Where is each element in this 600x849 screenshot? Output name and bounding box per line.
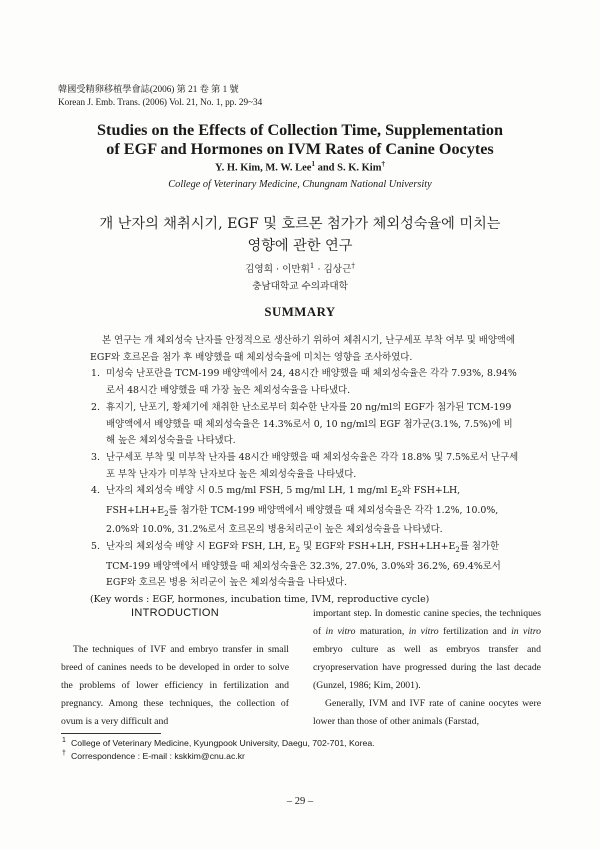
summary-heading: SUMMARY bbox=[264, 305, 336, 319]
author-names-2: and S. K. Kim bbox=[314, 162, 382, 174]
korean-names-a: 김영희 · 이만휘 bbox=[245, 264, 310, 276]
paper-title bbox=[0, 121, 600, 159]
text-run: embryo culture as well as embryos transfer and cryopreservation have progressed during the last decade (Gunzel, 1986; Kim, 2001). bbox=[313, 644, 541, 691]
left-column bbox=[61, 641, 289, 731]
subscript: 2 bbox=[164, 509, 169, 518]
footnote-divider bbox=[61, 733, 161, 734]
korean-title bbox=[0, 213, 600, 257]
summary-item-text: 난구세포 부착 및 미부착 난자를 48시간 배양했을 때 체외성숙율은 각각 18.8% 및 7.5%로서 난구세포 부착 난자가 미부착 난자보다 높은 체외성숙율을 나타냈다. bbox=[106, 451, 519, 480]
journal-header bbox=[58, 83, 262, 109]
summary-intro: 본 연구는 개 체외성숙 난자를 안정적으로 생산하기 위하여 체취시기, 난구세포 부착 여부 및 배양액에 EGF와 호르몬을 첨가 후 배양했을 때 체외성숙율에 미치는 영향을 조사하였다. bbox=[90, 335, 516, 363]
korean-affiliation: 충남대학교 수의과대학 bbox=[252, 281, 348, 293]
text-run: fertilization and bbox=[438, 626, 512, 637]
text-run: important step. In domestic canine species, the techniques of bbox=[313, 608, 541, 637]
summary-item-text-c: 를 첨가한 TCM-199 배양액에서 배양했을 때 체외성숙율은 각각 1.2%, 10.0%, 2.0%와 10.0%, 31.2%로서 호르몬의 병용처리군이 높은 체외성숙율을 나타냈다. bbox=[106, 504, 499, 536]
korean-mark-2: † bbox=[351, 262, 355, 270]
footnote-text: Correspondence : E-mail : kskkim@cnu.ac.kr bbox=[71, 751, 245, 761]
intro-paragraph-2 bbox=[313, 605, 541, 695]
summary-item-number: 3. bbox=[91, 451, 100, 463]
author-names-1: Y. H. Kim, M. W. Lee bbox=[215, 162, 312, 174]
author-mark-1: 1 bbox=[311, 160, 315, 168]
subscript: 2 bbox=[397, 490, 402, 499]
summary-item-1 bbox=[90, 366, 520, 399]
author-mark-2: † bbox=[381, 160, 385, 168]
summary-item-text-a: 난자의 체외성숙 배양 시 EGF와 FSH, LH, E bbox=[106, 541, 296, 553]
introduction-heading: INTRODUCTION bbox=[131, 607, 219, 619]
italic-term: in vitro bbox=[408, 626, 439, 637]
summary-item-3 bbox=[90, 450, 520, 483]
affiliation: College of Veterinary Medicine, Chungnam National University bbox=[168, 179, 432, 190]
italic-term: in vitro bbox=[511, 626, 541, 637]
intro-paragraph-3: Generally, IVM and IVF rate of canine oocytes were lower than those of other animals (Farstad, bbox=[313, 698, 541, 727]
page-number: ‒ 29 ‒ bbox=[286, 796, 314, 807]
footnote-text: College of Veterinary Medicine, Kyungpook University, Daegu, 702-701, Korea. bbox=[71, 738, 375, 748]
korean-title-line-2: 영향에 관한 연구 bbox=[247, 238, 353, 254]
summary-item-text-a: 난자의 체외성숙 배양 시 0.5 mg/ml FSH, 5 mg/ml LH, 1 mg/ml E bbox=[106, 485, 398, 497]
keywords: (Key words : EGF, hormones, incubation time, IVM, reproductive cycle) bbox=[90, 594, 430, 606]
summary-item-number: 4. bbox=[91, 485, 100, 497]
footnote-1 bbox=[61, 737, 375, 750]
journal-citation-english: Korean J. Emb. Trans. (2006) Vol. 21, No. 1, pp. 29~34 bbox=[58, 97, 263, 107]
text-run: maturation, bbox=[355, 626, 409, 637]
korean-author-line bbox=[0, 258, 600, 278]
right-column bbox=[313, 605, 541, 731]
intro-paragraph-1: The techniques of IVF and embryo transfer in small breed of canines needs to be developed in order to solve the problems of lower efficiency in fertilization and pregnancy. Among these techniques, the collection of ovum is a very difficult and bbox=[61, 644, 289, 727]
summary-item-number: 1. bbox=[91, 368, 100, 380]
summary-item-text-c: 를 첨가한 TCM-199 배양액에서 배양했을 때 체외성숙율은 32.3%, 27.0%, 3.0%와 36.2%, 69.4%로서 EGF와 호르몬 병용 처리군이 높은 체외성숙율을 나타냈다. bbox=[106, 541, 501, 589]
korean-names-b: · 김상근 bbox=[314, 264, 352, 276]
summary-item-number: 5. bbox=[91, 541, 100, 553]
summary-item-text: 미성숙 난포란을 TCM-199 배양액에서 24, 48시간 배양했을 때 체외성숙율은 각각 7.93%, 8.94%로서 48시간 배양했을 때 가장 높은 체외성숙율을 나타냈다. bbox=[106, 368, 517, 397]
title-line-2: of EGF and Hormones on IVM Rates of Canine Oocytes bbox=[106, 140, 494, 158]
author-list bbox=[0, 160, 600, 174]
korean-mark-1: 1 bbox=[309, 262, 315, 270]
summary-item-5 bbox=[90, 539, 520, 592]
summary-item-2 bbox=[90, 400, 520, 450]
summary-body bbox=[90, 333, 520, 609]
subscript: 2 bbox=[295, 546, 301, 555]
footnote-mark: † bbox=[62, 750, 66, 757]
korean-title-line-1: 개 난자의 채취시기, EGF 및 호르몬 첨가가 체외성숙율에 미치는 bbox=[99, 216, 501, 232]
korean-authors bbox=[0, 258, 600, 295]
footnote-2 bbox=[61, 750, 375, 763]
summary-item-number: 2. bbox=[91, 401, 100, 413]
subscript: 2 bbox=[455, 546, 460, 555]
summary-item-4 bbox=[90, 483, 520, 539]
summary-item-text: 휴지기, 난포기, 황체기에 채취한 난소로부터 회수한 난자를 20 ng/ml의 EGF가 첨가된 TCM-199 배양액에서 배양했을 때 체외성숙율은 14.3%로서 0, 10 ng/ml의 EGF 첨가군(3.1%, 7.5%)에 비해 높은 체외성숙율을 나타냈다. bbox=[106, 401, 513, 447]
footnotes bbox=[61, 737, 375, 763]
journal-citation-korean: 韓國受精卵移植學會誌(2006) 第 21 卷 第 1 號 bbox=[58, 84, 239, 94]
summary-item-text-b: 및 EGF와 FSH+LH, FSH+LH+E bbox=[300, 541, 456, 553]
title-line-1: Studies on the Effects of Collection Time, Supplementation bbox=[97, 121, 503, 139]
footnote-mark: 1 bbox=[62, 737, 66, 744]
summary-item-text-b: 와 FSH+LH, FSH+LH+E bbox=[106, 485, 461, 516]
italic-term: in vitro bbox=[325, 626, 356, 637]
